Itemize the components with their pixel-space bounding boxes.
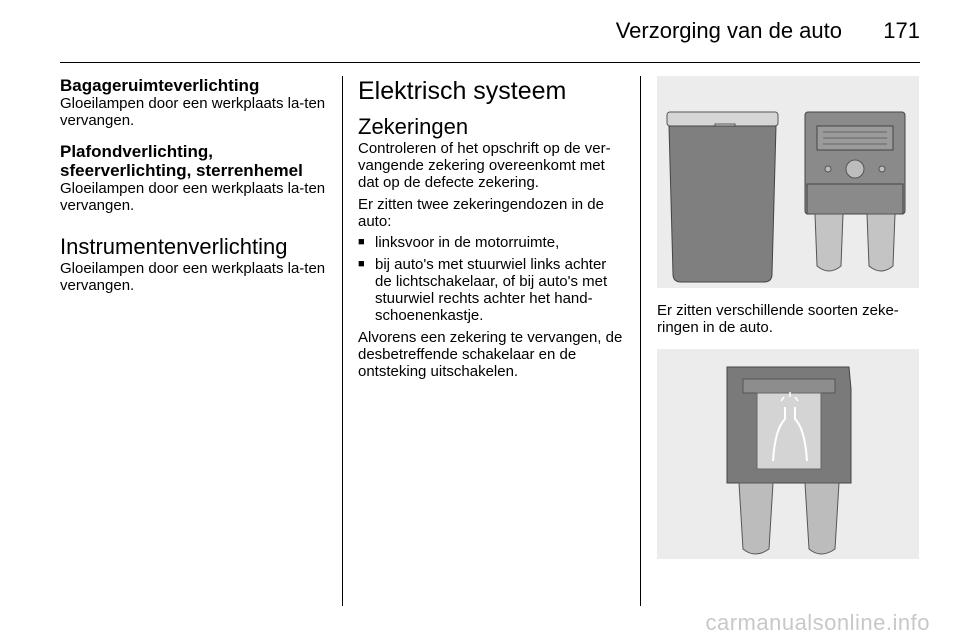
fuse-detail-illustration [657, 349, 919, 559]
column-divider-2 [640, 76, 641, 606]
header-rule [60, 62, 920, 63]
heading-plafondverlichting-line2: sfeerverlichting, sterrenhemel [60, 161, 303, 180]
watermark: carmanualsonline.info [705, 610, 930, 635]
column-middle [358, 76, 624, 380]
heading-bagageruimteverlichting: Bagageruimteverlichting [60, 76, 260, 95]
bullet-list [358, 234, 624, 324]
text-instrumentenverlichting: Gloeilampen door een werkplaats la-ten vervangen. [60, 260, 326, 294]
heading-zekeringen: Zekeringen [358, 114, 469, 139]
paragraph-zekeringendozen: Er zitten twee zekeringendozen in de auto: [358, 196, 604, 230]
figure-caption: Er zitten verschillende soorten zeke-ringen in de auto. [657, 302, 899, 336]
page-header [0, 0, 960, 64]
column-divider-1 [342, 76, 343, 606]
heading-plafondverlichting-line1: Plafondverlichting, [60, 142, 214, 161]
fuse-types-icon [657, 76, 919, 288]
column-left [60, 76, 326, 294]
header-title: Verzorging van de auto [615, 18, 842, 43]
page-number: 171 [883, 18, 920, 43]
fuse-detail-icon [657, 349, 919, 559]
heading-instrumentenverlichting: Instrumentenverlichting [60, 234, 288, 259]
paragraph-opschrift: Controleren of het opschrift op de ver-vangende zekering overeenkomt met dat op de defecte zekering. [358, 140, 611, 191]
list-item: ■ bij auto's met stuurwiel links achter de lichtschakelaar, of bij auto's met stuurwiel rechts achter het hand-schoenenkastje. [358, 256, 624, 324]
text-plafondverlichting: Gloeilampen door een werkplaats la-ten vervangen. [60, 180, 326, 214]
text-bagageruimteverlichting: Gloeilampen door een werkplaats la-ten vervangen. [60, 95, 326, 129]
list-item: ■ linksvoor in de motorruimte, [358, 234, 624, 251]
paragraph-vervangen: Alvorens een zekering te vervangen, de desbetreffende schakelaar en de ontsteking uitschakelen. [358, 329, 623, 380]
column-right [657, 76, 919, 559]
fuse-types-illustration [657, 76, 919, 288]
heading-elektrisch-systeem: Elektrisch systeem [358, 77, 567, 105]
